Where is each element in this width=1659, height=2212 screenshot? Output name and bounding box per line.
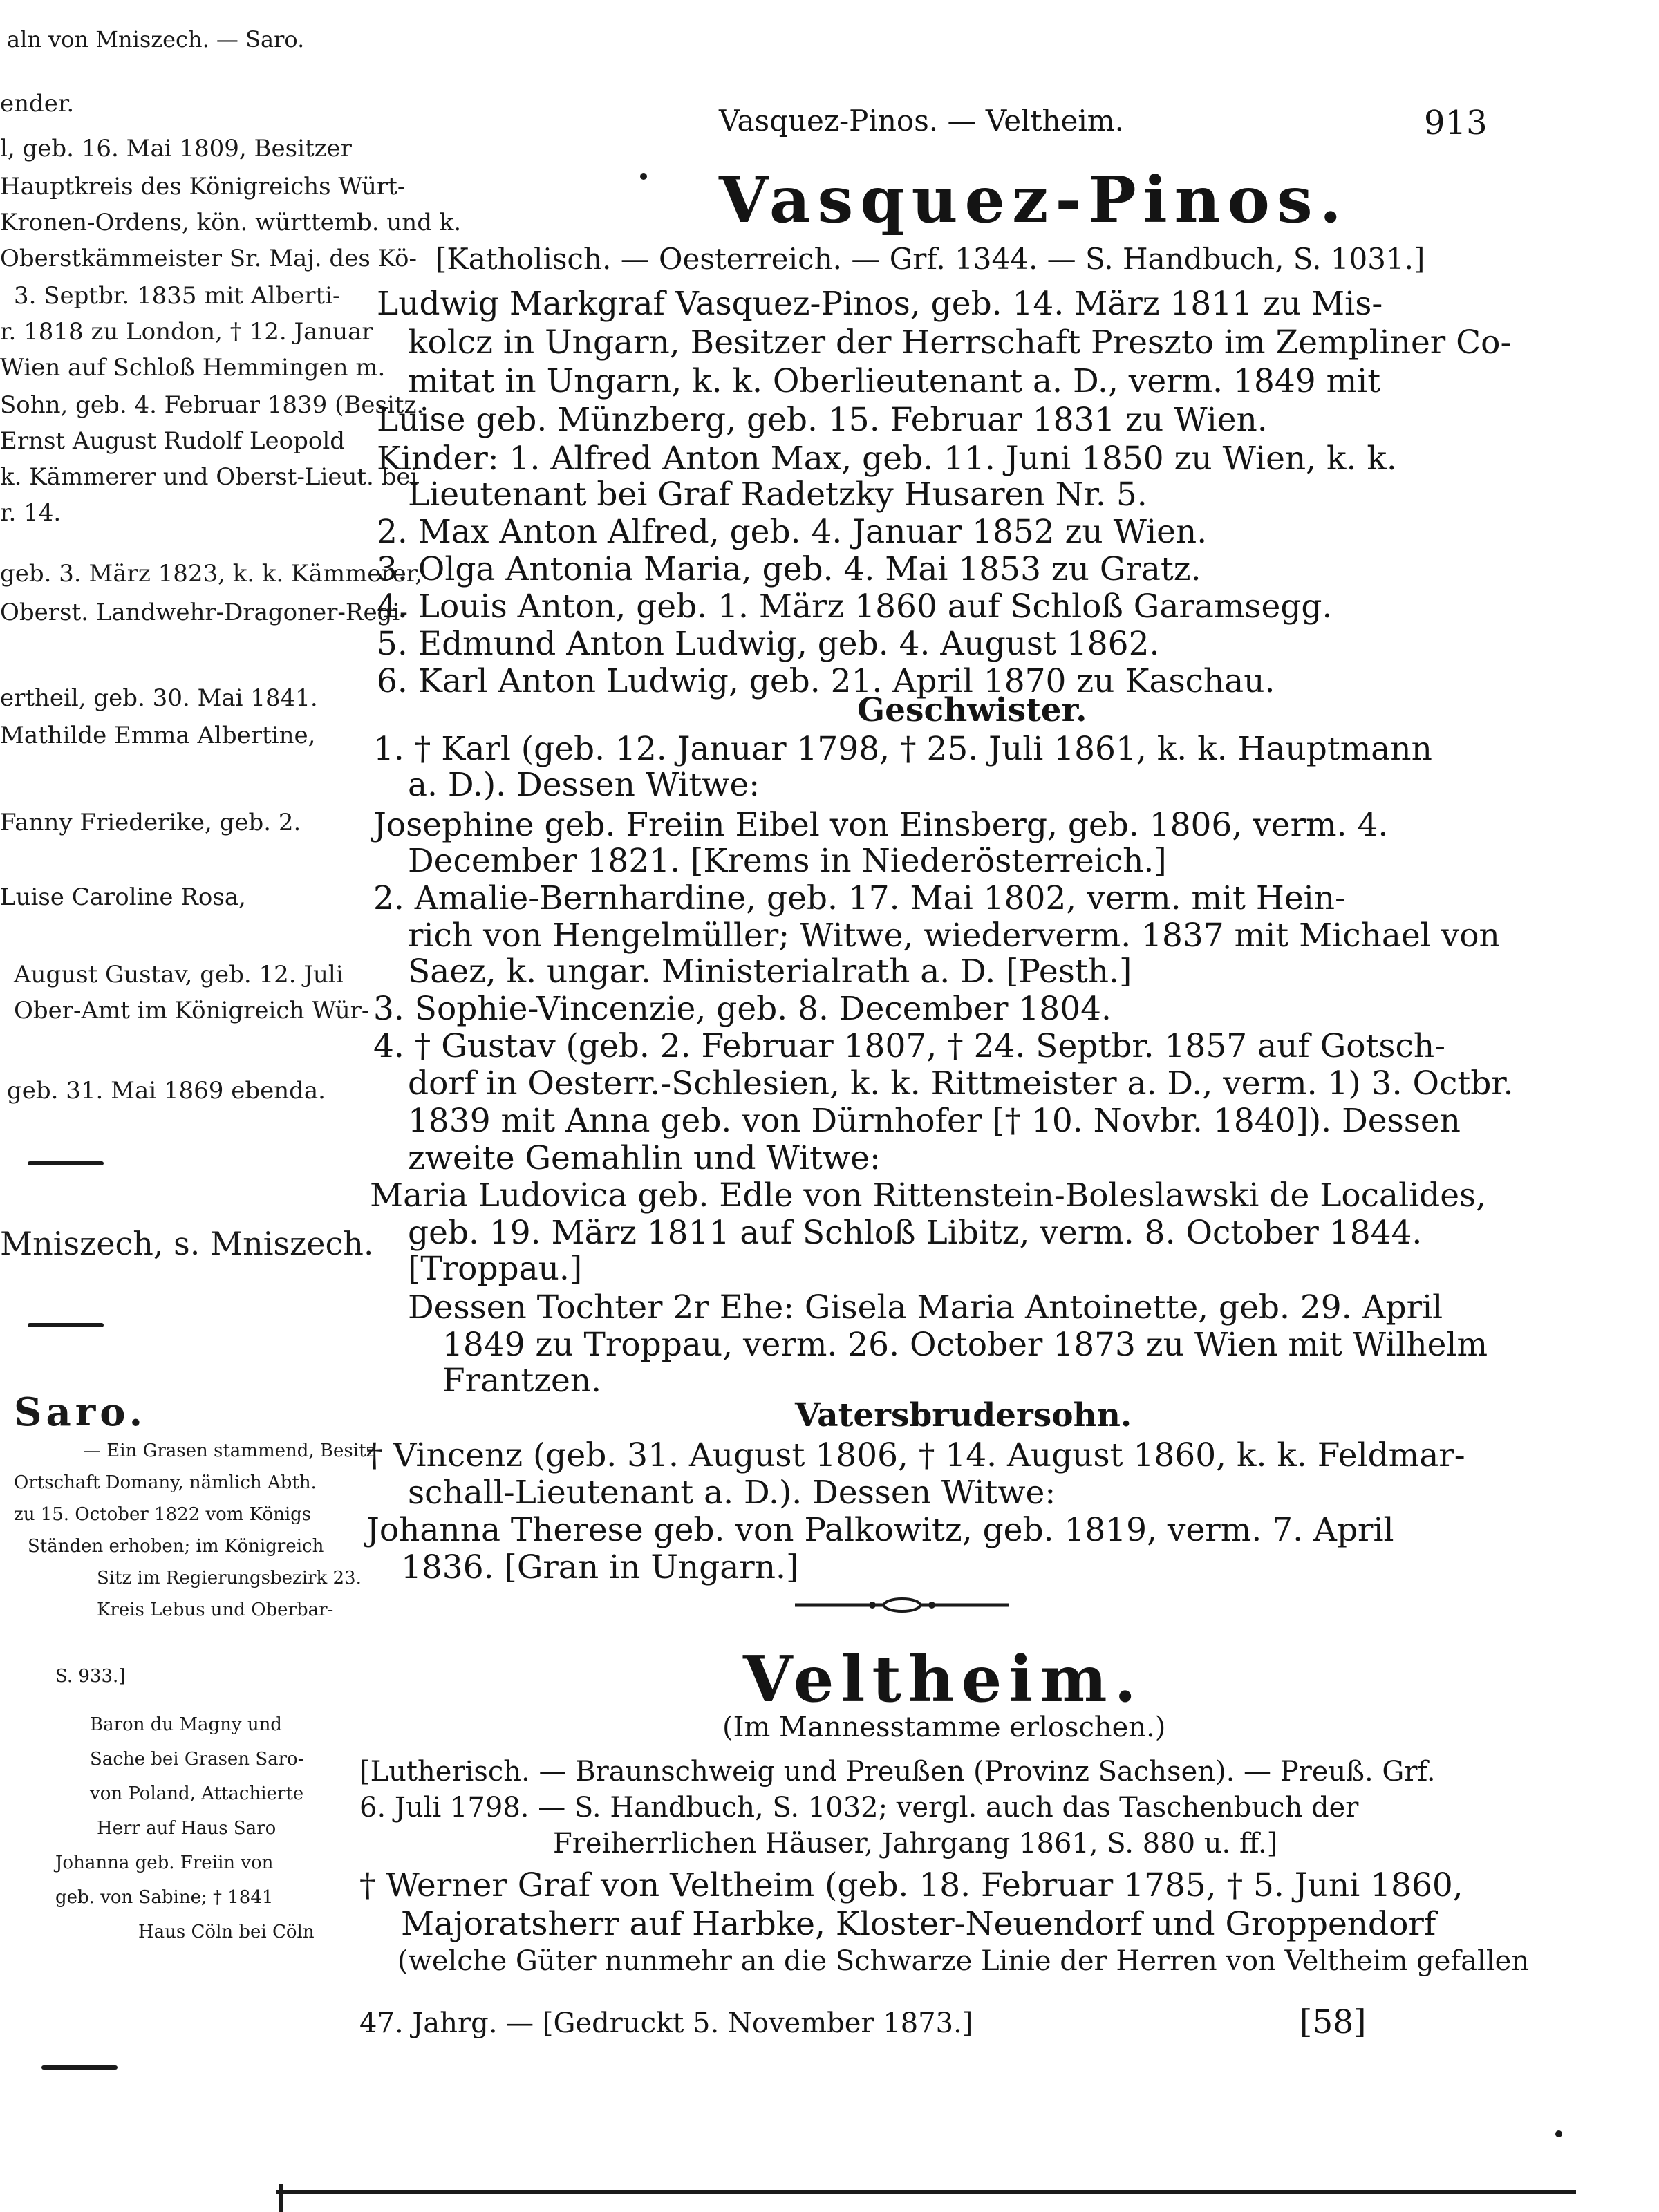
left-line: August Gustav, geb. 12. Juli xyxy=(14,961,344,988)
text-line: † Werner Graf von Veltheim (geb. 18. Februar 1785, † 5. Juni 1860, xyxy=(359,1866,1463,1904)
running-title: Vasquez-Pinos. — Veltheim. xyxy=(719,104,1124,138)
text-line: Johanna Therese geb. von Palkowitz, geb. 1819, verm. 7. April xyxy=(366,1511,1394,1549)
text-line: 6. Karl Anton Ludwig, geb. 21. April 1870 zu Kaschau. xyxy=(377,662,1275,700)
left-line: Ernst August Rudolf Leopold xyxy=(0,427,345,455)
section-title-veltheim: Veltheim. xyxy=(743,1642,1143,1716)
text-line: Josephine geb. Freiin Eibel von Einsberg, geb. 1806, verm. 4. xyxy=(373,806,1389,844)
text-line: dorf in Oesterr.-Schlesien, k. k. Rittmeister a. D., verm. 1) 3. Octbr. xyxy=(408,1065,1514,1103)
left-line: aln von Mniszech. — Saro. xyxy=(7,26,305,53)
text-line: Ludwig Markgraf Vasquez-Pinos, geb. 14. März 1811 zu Mis- xyxy=(377,285,1383,323)
text-line: schall-Lieutenant a. D.). Dessen Witwe: xyxy=(408,1474,1056,1512)
left-line: r. 14. xyxy=(0,499,62,527)
text-line: 2. Max Anton Alfred, geb. 4. Januar 1852 zu Wien. xyxy=(377,513,1208,551)
veltheim-meta-line: [Lutherisch. — Braunschweig und Preußen (Provinz Sachsen). — Preuß. Grf. xyxy=(359,1756,1436,1788)
speck xyxy=(1555,2130,1562,2137)
text-line: 2. Amalie-Bernhardine, geb. 17. Mai 1802, verm. mit Hein- xyxy=(373,879,1346,917)
text-line: Majoratsherr auf Harbke, Kloster-Neuendorf und Groppendorf xyxy=(401,1905,1436,1943)
left-line: Ortschaft Domany, nämlich Abth. xyxy=(14,1472,317,1493)
left-line: geb. 31. Mai 1869 ebenda. xyxy=(7,1077,326,1105)
left-line: Kronen-Ordens, kön. württemb. und k. xyxy=(0,209,462,236)
left-line: Ständen erhoben; im Königreich xyxy=(28,1536,324,1557)
left-line: Luise Caroline Rosa, xyxy=(0,883,246,911)
text-line: [Troppau.] xyxy=(408,1250,583,1288)
text-line: rich von Hengelmüller; Witwe, wiederverm. 1837 mit Michael von xyxy=(408,917,1500,955)
text-line: Frantzen. xyxy=(442,1362,602,1400)
left-line: Oberst. Landwehr-Dragoner-Regi- xyxy=(0,599,408,626)
page-number: 913 xyxy=(1424,104,1488,142)
left-line: Mniszech, s. Mniszech. xyxy=(0,1225,374,1262)
ornament-rule xyxy=(28,1323,104,1327)
ornamental-divider xyxy=(795,1597,1009,1613)
text-line: geb. 19. März 1811 auf Schloß Libitz, verm. 8. October 1844. xyxy=(408,1214,1423,1252)
text-line: Saez, k. ungar. Ministerialrath a. D. [Pesth.] xyxy=(408,953,1132,991)
left-line: 3. Septbr. 1835 mit Alberti- xyxy=(14,282,341,310)
vasquez-meta: [Katholisch. — Oesterreich. — Grf. 1344. — S. Handbuch, S. 1031.] xyxy=(435,242,1425,276)
text-line: zweite Gemahlin und Witwe: xyxy=(408,1139,881,1177)
text-line: 4. † Gustav (geb. 2. Februar 1807, † 24. Septbr. 1857 auf Gotsch- xyxy=(373,1027,1446,1065)
adjacent-page-fragment xyxy=(0,0,462,2212)
left-line: zu 15. October 1822 vom Königs xyxy=(14,1504,312,1525)
left-line: Oberstkämmeister Sr. Maj. des Kö- xyxy=(0,245,418,272)
text-line: Luise geb. Münzberg, geb. 15. Februar 1831 zu Wien. xyxy=(377,401,1268,439)
text-line: 1849 zu Troppau, verm. 26. October 1873 zu Wien mit Wilhelm xyxy=(442,1326,1488,1364)
left-line: k. Kämmerer und Oberst-Lieut. bei xyxy=(0,463,418,491)
veltheim-subtitle: (Im Mannesstamme erloschen.) xyxy=(722,1712,1166,1743)
left-line: Fanny Friederike, geb. 2. xyxy=(0,809,301,836)
veltheim-meta-line: Freiherrlichen Häuser, Jahrgang 1861, S. 880 u. ff.] xyxy=(553,1828,1278,1859)
section-title-vasquez: Vasquez-Pinos. xyxy=(719,162,1349,237)
subheading-siblings: Geschwister. xyxy=(857,691,1087,729)
subheading-cousin: Vatersbrudersohn. xyxy=(795,1396,1132,1434)
page-edge-line xyxy=(276,2190,1576,2194)
imprint: 47. Jahrg. — [Gedruckt 5. November 1873.] xyxy=(359,2007,973,2039)
text-line: 1. † Karl (geb. 12. Januar 1798, † 25. Juli 1861, k. k. Hauptmann xyxy=(373,730,1432,768)
signature-mark: [58] xyxy=(1300,2003,1367,2041)
text-line: December 1821. [Krems in Niederösterreich.] xyxy=(408,842,1167,880)
left-line: Wien auf Schloß Hemmingen m. xyxy=(0,354,386,382)
text-line: 1839 mit Anna geb. von Dürnhofer [† 10. Novbr. 1840]). Dessen xyxy=(408,1102,1461,1140)
text-line: Dessen Tochter 2r Ehe: Gisela Maria Antoinette, geb. 29. April xyxy=(408,1288,1443,1327)
left-line: von Poland, Attachierte xyxy=(90,1783,304,1804)
left-line: — Ein Grasen stammend, Besitz xyxy=(83,1441,376,1461)
left-line: Johanna geb. Freiin von xyxy=(55,1853,274,1873)
left-line: Hauptkreis des Königreichs Würt- xyxy=(0,173,406,200)
left-line: Kreis Lebus und Oberbar- xyxy=(97,1600,334,1620)
left-line: Mathilde Emma Albertine, xyxy=(0,722,316,749)
text-line: Kinder: 1. Alfred Anton Max, geb. 11. Juni 1850 zu Wien, k. k. xyxy=(377,440,1397,478)
text-line: Lieutenant bei Graf Radetzky Husaren Nr. 5. xyxy=(408,476,1147,514)
text-line: 3. Sophie-Vincenzie, geb. 8. December 1804. xyxy=(373,990,1112,1028)
veltheim-meta-line: 6. Juli 1798. — S. Handbuch, S. 1032; vergl. auch das Taschenbuch der xyxy=(359,1792,1359,1824)
text-line: 4. Louis Anton, geb. 1. März 1860 auf Schloß Garamsegg. xyxy=(377,588,1333,626)
text-line: † Vincenz (geb. 31. August 1806, † 14. August 1860, k. k. Feldmar- xyxy=(366,1436,1465,1474)
speck xyxy=(640,173,647,180)
text-line: Maria Ludovica geb. Edle von Rittenstein-Boleslawski de Localides, xyxy=(370,1177,1487,1215)
left-line: geb. von Sabine; † 1841 xyxy=(55,1887,274,1908)
text-line: a. D.). Dessen Witwe: xyxy=(408,766,760,804)
left-line: geb. 3. März 1823, k. k. Kämmerer, xyxy=(0,560,423,588)
text-line: mitat in Ungarn, k. k. Oberlieutenant a. D., verm. 1849 mit xyxy=(408,362,1381,400)
left-line: ertheil, geb. 30. Mai 1841. xyxy=(0,684,318,712)
left-line: Saro. xyxy=(14,1389,147,1435)
left-line: Herr auf Haus Saro xyxy=(97,1818,276,1839)
left-line: Baron du Magny und xyxy=(90,1714,282,1735)
text-line: (welche Güter nunmehr an die Schwarze Linie der Herren von Veltheim gefallen xyxy=(397,1945,1530,1977)
ornament-rule xyxy=(41,2065,118,2070)
left-line: Sitz im Regierungsbezirk 23. xyxy=(97,1568,362,1588)
text-line: 5. Edmund Anton Ludwig, geb. 4. August 1862. xyxy=(377,625,1160,663)
left-line: Sohn, geb. 4. Februar 1839 (Besitz. xyxy=(0,391,424,419)
left-line: Sache bei Grasen Saro- xyxy=(90,1749,304,1770)
left-line: Ober-Amt im Königreich Wür- xyxy=(14,997,370,1024)
left-line: ender. xyxy=(0,90,75,118)
page-edge-hook xyxy=(279,2184,293,2212)
left-line: Haus Cöln bei Cöln xyxy=(138,1922,315,1942)
text-line: 3. Olga Antonia Maria, geb. 4. Mai 1853 zu Gratz. xyxy=(377,550,1201,588)
left-line: r. 1818 zu London, † 12. Januar xyxy=(0,318,373,346)
ornament-rule xyxy=(28,1161,104,1165)
left-line: l, geb. 16. Mai 1809, Besitzer xyxy=(0,135,352,162)
text-line: 1836. [Gran in Ungarn.] xyxy=(401,1548,799,1586)
text-line: kolcz in Ungarn, Besitzer der Herrschaft Preszto im Zempliner Co- xyxy=(408,324,1512,362)
left-line: S. 933.] xyxy=(55,1666,126,1687)
